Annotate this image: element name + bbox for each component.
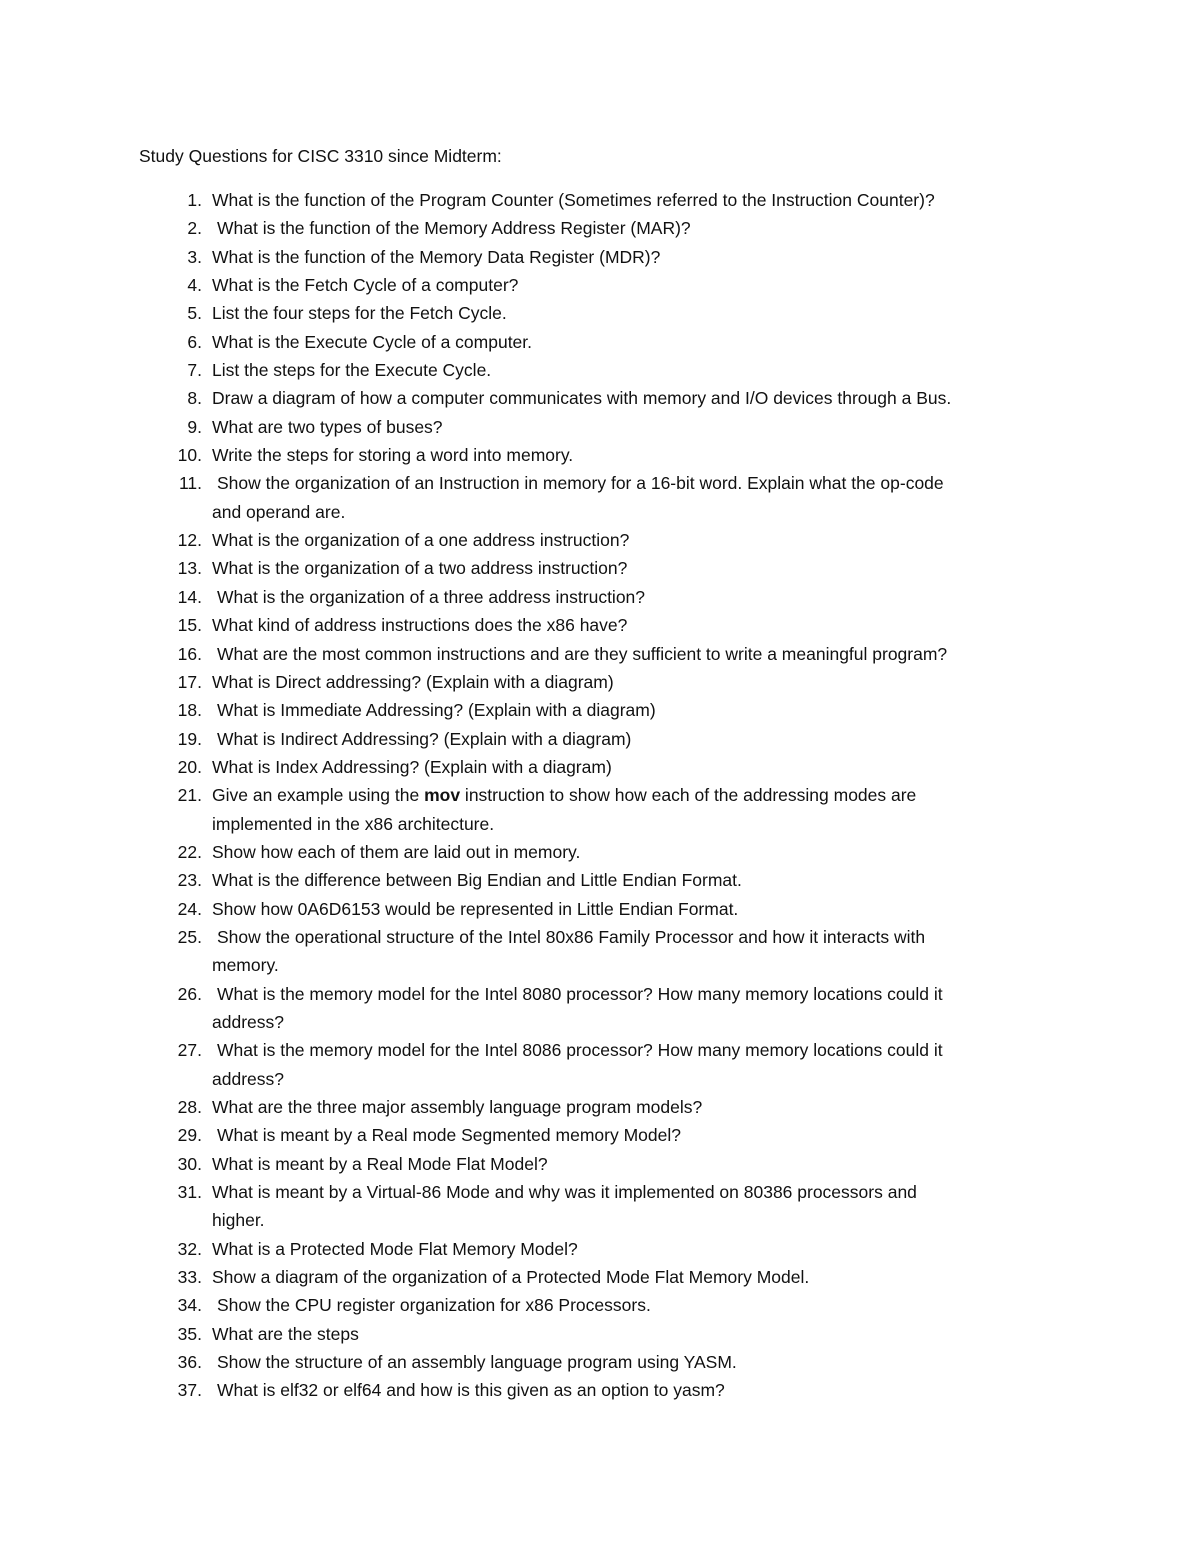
question-number: 27. bbox=[177, 1040, 202, 1061]
question-item bbox=[0, 554, 1072, 582]
question-number: 20. bbox=[177, 756, 202, 777]
question-item bbox=[0, 781, 1072, 838]
question-text: What is Indirect Addressing? (Explain with a diagram) bbox=[217, 728, 632, 749]
question-item bbox=[0, 328, 1072, 356]
question-item bbox=[0, 668, 1072, 696]
question-item bbox=[0, 271, 1072, 299]
question-text-pre: Give an example using the bbox=[212, 785, 425, 806]
document-title: Study Questions for CISC 3310 since Midterm: bbox=[139, 146, 502, 166]
question-number: 21. bbox=[177, 785, 202, 806]
question-item bbox=[0, 441, 1072, 469]
question-text: Show the structure of an assembly language program using YASM. bbox=[217, 1352, 737, 1373]
question-text: What is meant by a Virtual-86 Mode and why was it implemented on 80386 processors and bbox=[212, 1182, 917, 1203]
question-number: 22. bbox=[177, 841, 202, 862]
question-item bbox=[0, 1121, 1072, 1149]
question-text: What is the function of the Program Counter (Sometimes referred to the Instruction Counter)? bbox=[212, 190, 935, 210]
question-item bbox=[0, 1320, 1072, 1348]
question-number: 15. bbox=[177, 615, 202, 636]
question-item bbox=[0, 980, 1072, 1037]
question-item bbox=[0, 895, 1072, 923]
question-number: 31. bbox=[177, 1182, 202, 1203]
question-text: Show how 0A6D6153 would be represented in Little Endian Format. bbox=[212, 898, 739, 919]
question-number: 4. bbox=[187, 275, 202, 296]
question-number: 14. bbox=[177, 586, 202, 607]
question-item bbox=[0, 356, 1072, 384]
question-text: List the steps for the Execute Cycle. bbox=[212, 360, 492, 381]
question-text: List the four steps for the Fetch Cycle. bbox=[212, 303, 507, 324]
question-text: What is the function of the Memory Data Register (MDR)? bbox=[212, 246, 661, 267]
question-item bbox=[0, 1235, 1072, 1263]
question-item bbox=[0, 696, 1072, 724]
question-number: 23. bbox=[177, 870, 202, 891]
question-text: What is meant by a Real mode Segmented memory Model? bbox=[217, 1125, 681, 1146]
question-number: 35. bbox=[177, 1323, 202, 1344]
question-text: Show the organization of an Instruction in memory for a 16-bit word. Explain what the op-code bbox=[217, 473, 944, 494]
question-item bbox=[0, 526, 1072, 554]
question-number: 13. bbox=[177, 558, 202, 579]
question-text bbox=[212, 781, 1072, 809]
question-item bbox=[0, 753, 1072, 781]
question-number: 9. bbox=[187, 416, 202, 437]
question-number: 26. bbox=[177, 983, 202, 1004]
question-item bbox=[0, 1093, 1072, 1121]
question-item bbox=[0, 725, 1072, 753]
question-text-post: instruction to show how each of the addressing modes are bbox=[460, 785, 917, 806]
question-number: 2. bbox=[187, 218, 202, 239]
question-text: What is elf32 or elf64 and how is this given as an option to yasm? bbox=[217, 1380, 725, 1401]
question-item bbox=[0, 413, 1072, 441]
question-text-continuation: and operand are. bbox=[212, 501, 346, 522]
question-number: 28. bbox=[177, 1097, 202, 1117]
question-text: What is the organization of a two address instruction? bbox=[212, 558, 628, 579]
question-number: 19. bbox=[177, 728, 202, 749]
question-item bbox=[0, 583, 1072, 611]
question-number: 17. bbox=[177, 671, 202, 692]
question-text-continuation: memory. bbox=[212, 955, 279, 976]
mov-keyword: mov bbox=[424, 785, 461, 806]
question-item bbox=[0, 384, 1072, 412]
question-number: 33. bbox=[177, 1267, 202, 1288]
question-text: What kind of address instructions does the x86 have? bbox=[212, 615, 628, 636]
question-text: What are the most common instructions and are they sufficient to write a meaningful program? bbox=[217, 643, 948, 664]
question-text-continuation: address? bbox=[212, 1068, 284, 1089]
question-item bbox=[0, 186, 1072, 214]
question-text: Show a diagram of the organization of a Protected Mode Flat Memory Model. bbox=[212, 1267, 810, 1288]
question-item bbox=[0, 469, 1072, 526]
question-text: What is the Fetch Cycle of a computer? bbox=[212, 275, 519, 296]
question-text-continuation: higher. bbox=[212, 1210, 265, 1231]
question-item bbox=[0, 1348, 1072, 1376]
question-number: 36. bbox=[177, 1352, 202, 1373]
question-number: 7. bbox=[187, 360, 202, 381]
question-number: 3. bbox=[187, 246, 202, 267]
question-text-continuation: address? bbox=[212, 1011, 284, 1032]
question-item bbox=[0, 214, 1072, 242]
question-number: 5. bbox=[187, 303, 202, 324]
question-number: 16. bbox=[177, 643, 202, 664]
question-text: What is the memory model for the Intel 8080 processor? How many memory locations could it bbox=[217, 983, 943, 1004]
question-number: 32. bbox=[177, 1238, 202, 1259]
question-text: What are the three major assembly language program models? bbox=[212, 1097, 703, 1117]
question-text: What is the function of the Memory Address Register (MAR)? bbox=[217, 218, 691, 239]
question-number: 37. bbox=[177, 1380, 202, 1401]
question-number: 8. bbox=[187, 388, 202, 409]
question-number: 6. bbox=[187, 331, 202, 352]
question-text: What are two types of buses? bbox=[212, 416, 443, 437]
question-text: Draw a diagram of how a computer communicates with memory and I/O devices through a Bus. bbox=[212, 388, 952, 409]
question-text: What are the steps bbox=[212, 1323, 359, 1344]
question-text: What is the organization of a one address instruction? bbox=[212, 530, 630, 551]
question-number: 10. bbox=[177, 445, 202, 466]
question-text: Show the CPU register organization for x86 Processors. bbox=[217, 1295, 651, 1316]
question-item bbox=[0, 838, 1072, 866]
question-text: What is Immediate Addressing? (Explain with a diagram) bbox=[217, 700, 656, 721]
question-number: 12. bbox=[177, 530, 202, 551]
question-text: Show the operational structure of the Intel 80x86 Family Processor and how it interacts with bbox=[217, 926, 926, 947]
question-item bbox=[0, 1291, 1072, 1319]
question-number: 25. bbox=[177, 926, 202, 947]
question-item bbox=[0, 299, 1072, 327]
question-item bbox=[0, 611, 1072, 639]
question-text: What is meant by a Real Mode Flat Model? bbox=[212, 1153, 548, 1174]
question-item bbox=[0, 1263, 1072, 1291]
question-item bbox=[0, 243, 1072, 271]
question-text: What is the memory model for the Intel 8086 processor? How many memory locations could it bbox=[217, 1040, 943, 1061]
question-text: Write the steps for storing a word into memory. bbox=[212, 445, 574, 466]
question-number: 29. bbox=[177, 1125, 202, 1146]
question-text: What is the Execute Cycle of a computer. bbox=[212, 331, 533, 352]
question-number: 34. bbox=[177, 1295, 202, 1316]
question-number: 1. bbox=[187, 190, 202, 210]
question-item bbox=[0, 1150, 1072, 1178]
question-text-continuation: implemented in the x86 architecture. bbox=[212, 813, 495, 834]
question-item bbox=[0, 640, 1072, 668]
question-text: Show how each of them are laid out in memory. bbox=[212, 841, 581, 862]
question-number: 18. bbox=[177, 700, 202, 721]
question-item bbox=[0, 923, 1072, 980]
question-text: What is Direct addressing? (Explain with a diagram) bbox=[212, 671, 614, 692]
question-list bbox=[0, 186, 1200, 1405]
question-text: What is a Protected Mode Flat Memory Model? bbox=[212, 1238, 578, 1259]
question-number: 30. bbox=[177, 1153, 202, 1174]
question-item bbox=[0, 1036, 1072, 1093]
question-text: What is the organization of a three address instruction? bbox=[217, 586, 646, 607]
question-text: What is the difference between Big Endian and Little Endian Format. bbox=[212, 870, 742, 891]
question-item bbox=[0, 866, 1072, 894]
question-item bbox=[0, 1178, 1072, 1235]
question-number: 24. bbox=[177, 898, 202, 919]
question-item bbox=[0, 1376, 1072, 1404]
question-text: What is Index Addressing? (Explain with a diagram) bbox=[212, 756, 612, 777]
question-number: 11. bbox=[178, 473, 202, 494]
